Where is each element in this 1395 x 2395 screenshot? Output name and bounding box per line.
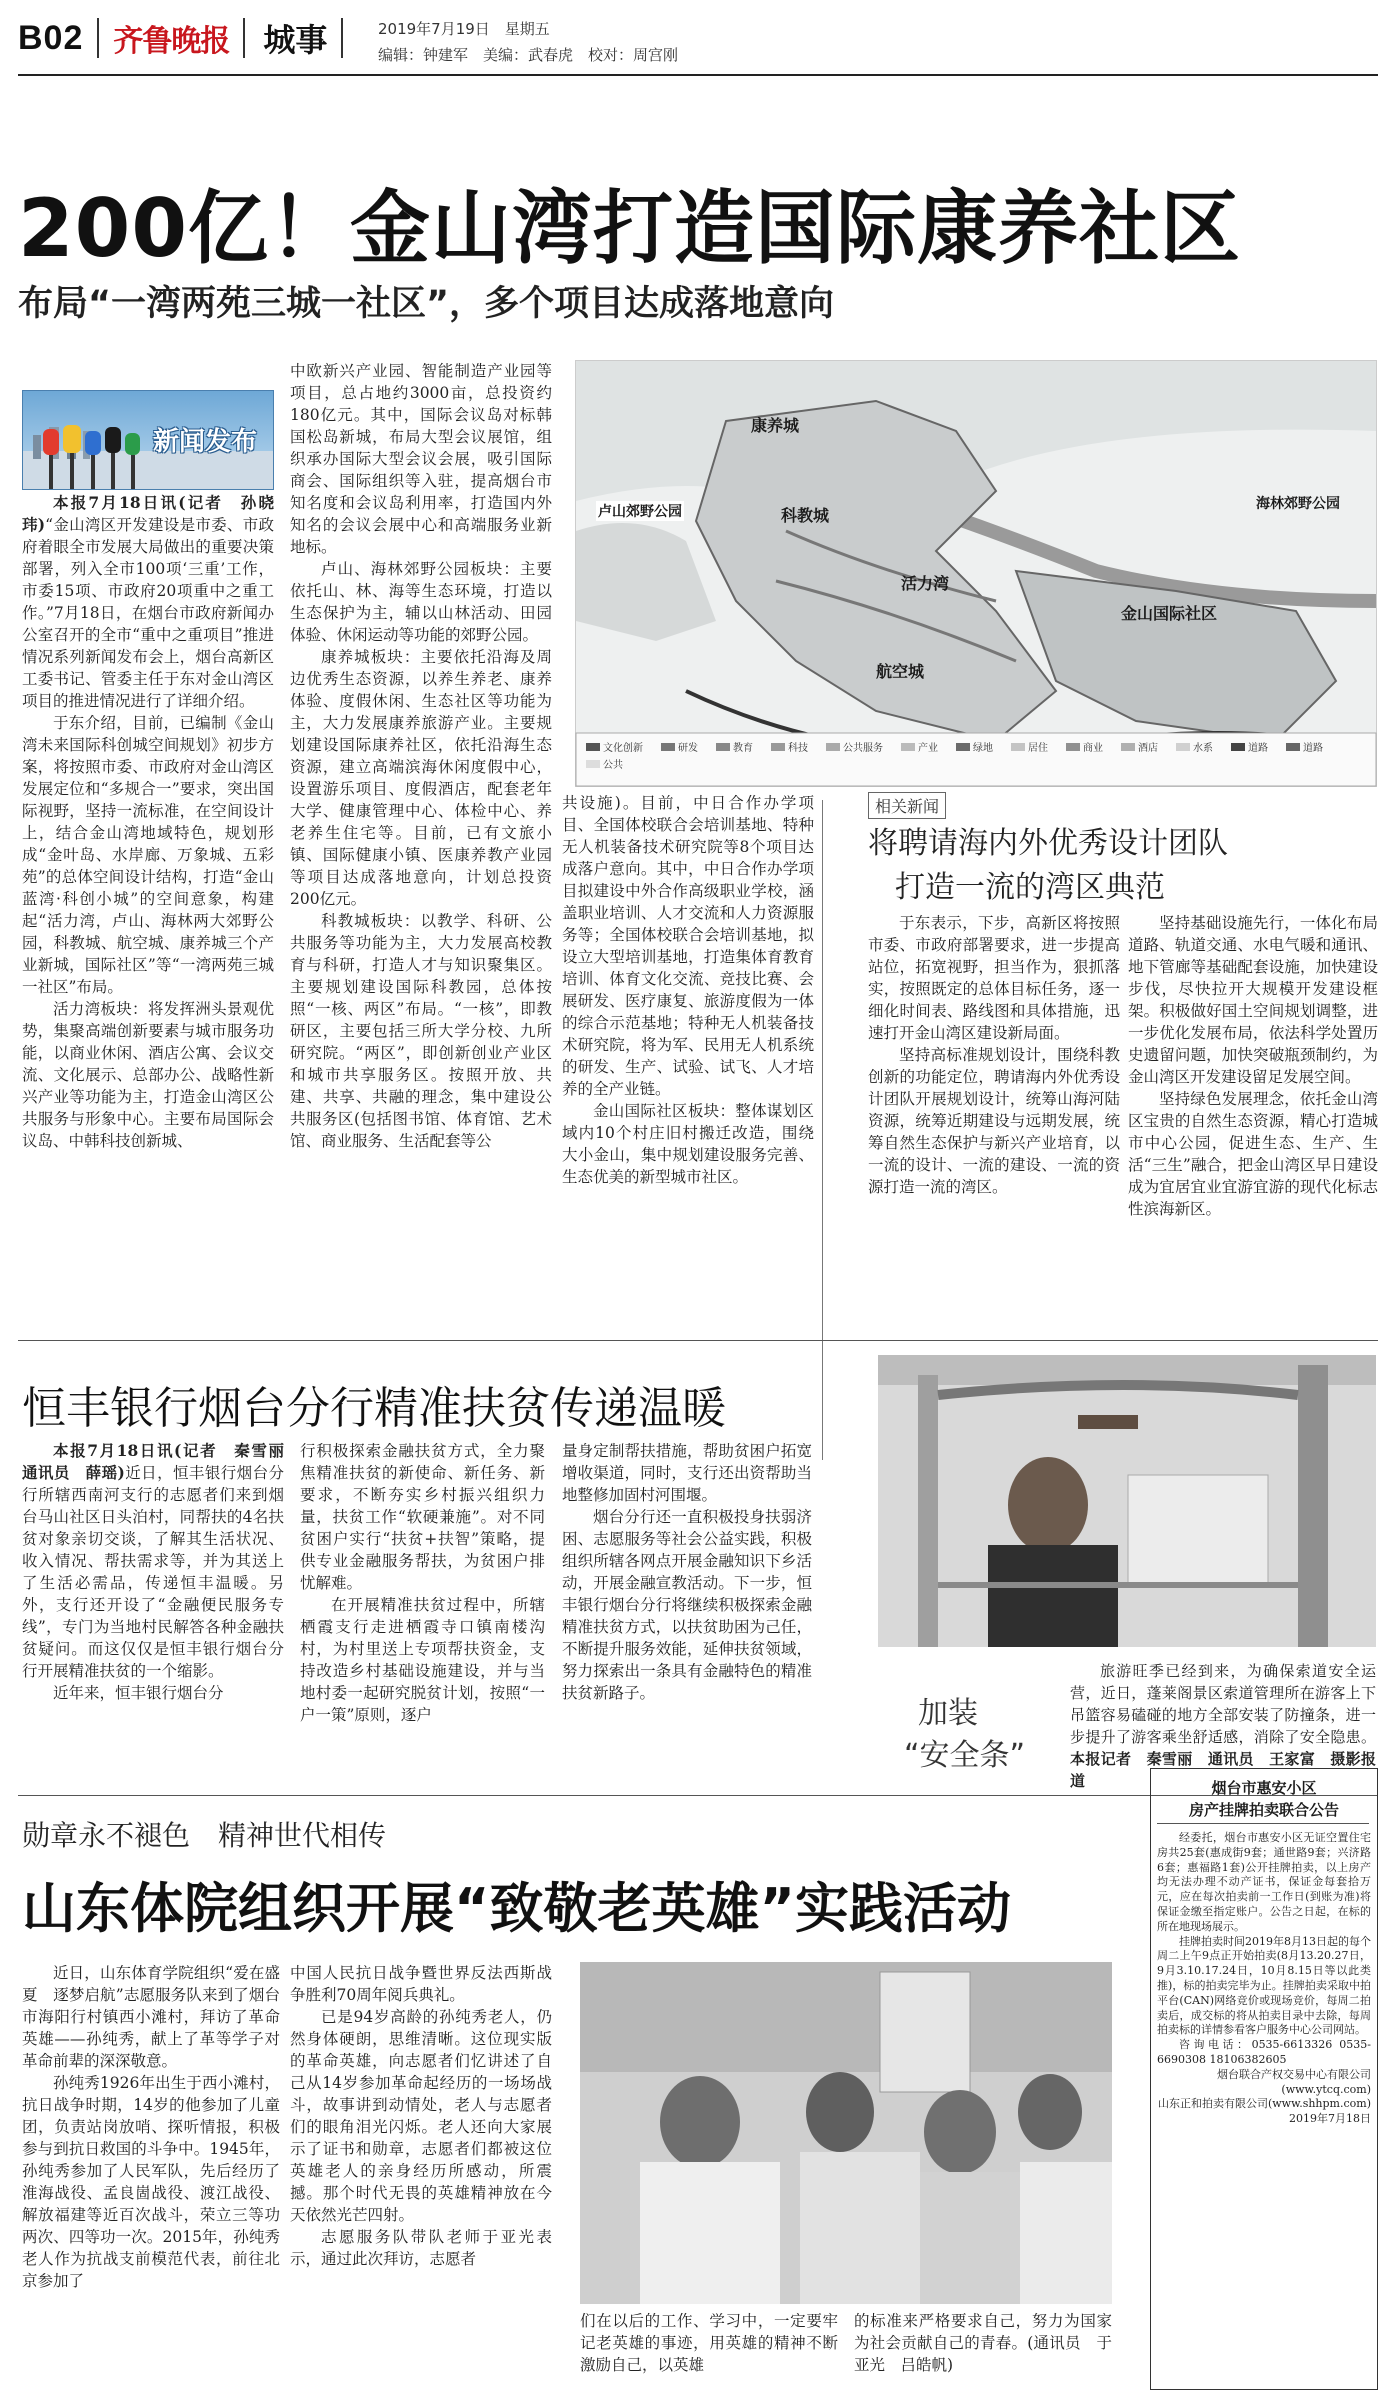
lead-column-3 bbox=[562, 792, 814, 1462]
paragraph: 于东表示，下步，高新区将按照市委、市政府部署要求，进一步提高站位，拓宽视野，担当作为，狠抓落实，按照既定的总体目标任务，逐一细化时间表、路线图和具体措施，迅速打开金山湾区建设新局面。 bbox=[868, 914, 1120, 1042]
lead-column-2 bbox=[290, 360, 552, 1462]
auction-notice-title-line2: 房产挂牌拍卖联合公告 bbox=[1188, 1801, 1339, 1819]
legend-item: 科技 bbox=[771, 739, 808, 754]
paragraph: 本报7月18日讯(记者 孙晓玮)“金山湾区开发建设是市委、市政府着眼全市发展大局做出的重要决策部署，列入全市100项‘三重’工作，市委15项、市政府20项重中之重工作。”7月18日，在烟台市政府新闻办公室召开的全市“重中之重项目”推进情况系列新闻发布会上，烟台高新区工委书记、管委主任于东对金山湾区项目的推进情况进行了详细介绍。 bbox=[22, 493, 274, 710]
lead-headline: 200亿！金山湾打造国际康养社区 bbox=[18, 182, 1241, 275]
paragraph: 共设施)。目前，中日合作办学项目、全国体校联合会培训基地、特种无人机装备技术研究院等8个项目达成落户意向。其中，中日合作办学项目拟建设中外合作高级职业学校，涵盖职业培训、人才交流和人力资源服务等；全国体校联合会培训基地，拟设立大型培训基地，打造集体育教育培训、体育文化交流、竞技比赛、会展研发、医疗康复、旅游度假为一体的综合示范基地；特种无人机装备技术研究院，将为军、民用无人机系统的研发、生产、试验、试飞、人才培养的全产业链。 bbox=[562, 794, 814, 1098]
map-label: 海林郊野公园 bbox=[1256, 496, 1340, 512]
editor-credits: 编辑：钟建军 美编：武春虎 校对：周宫刚 bbox=[378, 46, 679, 64]
paragraph: 挂牌拍卖时间2019年8月13日起的每个周二上午9点正开始拍卖(8月13.20.27日，9月3.10.17.24日，10月8.15日等以此类推)，标的拍卖完毕为止。挂牌拍卖采取中拍平台(CAN)网络竞价或现场竞价，每周二拍卖后，成交标的将从拍卖目录中去除，每周拍卖标的详情参看客户服务中心公司网站。 bbox=[1157, 1934, 1371, 2037]
legend-item: 水系 bbox=[1176, 739, 1213, 754]
legend-item: 研发 bbox=[661, 739, 698, 754]
related-headline-line1: 将聘请海内外优秀设计团队 bbox=[868, 826, 1228, 861]
legend-item: 文化创新 bbox=[586, 739, 643, 754]
cable-car-image bbox=[878, 1355, 1376, 1647]
legend-item: 道路 bbox=[1286, 739, 1323, 754]
paragraph: 坚持基础设施先行，一体化布局道路、轨道交通、水电气暖和通讯、地下管廊等基础配套设施，加快建设步伐，尽快拉开大规模开发建设框架。积极做好国土空间规划调整，进一步优化发展布局，依法科学处置历史遗留问题，加快突破瓶颈制约，为金山湾区开发建设留足发展空间。 bbox=[1128, 914, 1378, 1086]
map-label: 科教城 bbox=[781, 506, 830, 525]
legend-item: 道路 bbox=[1231, 739, 1268, 754]
veteran-visit-photo bbox=[580, 1962, 1112, 2304]
veteran-visit-image bbox=[580, 1962, 1112, 2304]
bank-column-1 bbox=[22, 1440, 300, 1785]
paragraph: 于东介绍，目前，已编制《金山湾未来国际科创城空间规划》初步方案，将按照市委、市政府对金山湾区发展定位和“多规合一”要求，突出国际视野，坚持一流标准，在空间设计上，结合金山湾地域特色，规划形成“金叶岛、水岸廊、万象城、五彩苑”的总体空间设计结构，打造“金山蓝湾·科创小城”的空间意象，构建起“活力湾，卢山、海林两大郊野公园，科教城、航空城、康养城三个产业新城，国际社区”等“一湾两苑三城一社区”布局。 bbox=[22, 714, 274, 996]
legend-item: 绿地 bbox=[956, 739, 993, 754]
map-label: 康养城 bbox=[751, 416, 800, 435]
paragraph: 中国人民抗日战争暨世界反法西斯战争胜利70周年阅兵典礼。 bbox=[290, 1964, 552, 2004]
issue-date: 2019年7月19日 星期五 bbox=[378, 20, 550, 38]
page-header bbox=[18, 8, 343, 68]
bank-headline: 恒丰银行烟台分行精准扶贫传递温暖 bbox=[22, 1383, 726, 1434]
header-divider bbox=[97, 18, 99, 58]
photo-news-title-line1: 加装 bbox=[918, 1696, 978, 1731]
news-release-badge bbox=[22, 390, 274, 490]
planning-map bbox=[575, 360, 1377, 787]
header-divider bbox=[243, 18, 245, 58]
paragraph: 在开展精准扶贫过程中，所辖栖霞支行走进栖霞寺口镇南楼沟村，为村里送上专项帮扶资金，支持改造乡村基础设施建设，并与当地村委一起研究脱贫计划，按照“一户一策”原则，逐户 bbox=[300, 1596, 545, 1724]
paragraph: 本报7月18日讯(记者 秦雪丽 通讯员 薛瑶)近日，恒丰银行烟台分行所辖西南河支行的志愿者们来到烟台马山社区日头泊村，同帮扶的4名扶贫对象亲切交谈，了解其生活状况、收入情况、帮扶需求等，并为其送上了生活必需品，传递恒丰温暖。另外，支行还开设了“金融便民服务专线”，专门为当地村民解答各种金融扶贫疑问。而这仅仅是恒丰银行烟台分行开展精准扶贫的一个缩影。 bbox=[22, 1441, 300, 1680]
paragraph: 近年来，恒丰银行烟台分 bbox=[53, 1684, 224, 1702]
cable-car-photo bbox=[878, 1355, 1376, 1647]
paragraph: 志愿服务队带队老师于亚光表示，通过此次拜访，志愿者 bbox=[290, 2228, 552, 2268]
legend-item: 公共服务 bbox=[826, 739, 883, 754]
veteran-column-1 bbox=[22, 1962, 280, 2387]
paragraph: 烟台分行还一直积极投身扶弱济困、志愿服务等社会公益实践，积极组织所辖各网点开展金融知识下乡活动，开展金融宣教活动。下一步，恒丰银行烟台分行将继续积极探索金融精准扶贫方式，以扶贫助困为己任，不断提升服务效能，延伸扶贫领域，努力探索出一条具有金融特色的精准扶贫新路子。 bbox=[562, 1508, 812, 1702]
auction-notice-title-line1: 烟台市惠安小区 bbox=[1211, 1779, 1317, 1797]
paragraph: 坚持绿色发展理念，依托金山湾区宝贵的自然生态资源，精心打造城市中心公园，促进生态、生产、生活“三生”融合，把金山湾区早日建设成为宜居宜业宜游宜游的现代化标志性滨海新区。 bbox=[1128, 1090, 1378, 1218]
paragraph: 康养城板块：主要依托沿海及周边优秀生态资源，以养生养老、康养体验、度假休闲、生态社区等功能为主，大力发展康养旅游产业。主要规划建设国际康养社区，依托沿海生态资源，建立高端滨海休闲度假中心，设置游乐项目、度假酒店，配套老年大学、健康管理中心、体检中心、养老养生住宅等。目前，已有文旅小镇、国际健康小镇、医康养教产业园等项目达成落地意向，计划总投资200亿元。 bbox=[290, 648, 552, 908]
legend-item: 教育 bbox=[716, 739, 753, 754]
paragraph: 的标准来严格要求自己，努力为国家为社会贡献自己的青春。(通讯员 于亚光 吕皓帆) bbox=[854, 2312, 1112, 2374]
paragraph: 旅游旺季已经到来，为确保索道安全运营，近日，蓬莱阁景区索道管理所在游客上下吊篮容易磕碰的地方全部安装了防撞条，进一步提升了游客乘坐舒适感，消除了安全隐患。本报记者 秦雪丽 通讯员 王家富 摄影报道 bbox=[1070, 1662, 1376, 1790]
legend-item: 酒店 bbox=[1121, 739, 1158, 754]
lead-column-1 bbox=[22, 492, 274, 1462]
photo-news-title-line2: “安全条” bbox=[904, 1738, 1026, 1773]
notice-rule bbox=[1157, 1823, 1369, 1824]
page-number: B02 bbox=[18, 18, 84, 57]
section-rule bbox=[18, 1340, 1378, 1341]
paragraph: 科教城板块：以教学、科研、公共服务等功能为主，大力发展高校教育与科研，打造人才与知识聚集区。主要规划建设国际科教园，总体按照“一核、两区”布局。“一核”，即教研区，主要包括三所大学分校、九所研究院。“两区”，即创新创业产业区和城市共享服务区。按照开放、共建、共享、共融的理念，集中建设公共服务区(包括图书馆、体育馆、艺术馆、商业服务、生活配套等公 bbox=[290, 912, 552, 1150]
legend-item: 公共 bbox=[586, 756, 623, 771]
veteran-column-3 bbox=[580, 2310, 838, 2388]
paragraph: 行积极探索金融扶贫方式，全力聚焦精准扶贫的新使命、新任务、新要求，不断夯实乡村振兴组织力量，扶贫工作“软硬兼施”。对不同贫困户实行“扶贫+扶智”策略，提供专业金融服务帮扶，为贫困户排忧解难。 bbox=[300, 1442, 545, 1592]
paragraph: 活力湾板块：将发挥洲头景观优势，集聚高端创新要素与城市服务功能，以商业休闲、酒店公寓、会议交流、文化展示、总部办公、战略性新兴产业等功能为主，打造金山湾区公共服务与形象中心。主要布局国际会议岛、中韩科技创新城、 bbox=[22, 1000, 274, 1150]
legend-item: 产业 bbox=[901, 739, 938, 754]
veteran-kicker: 勋章永不褪色 精神世代相传 bbox=[22, 1819, 387, 1852]
paragraph: 已是94岁高龄的孙纯秀老人，仍然身体硬朗，思维清晰。这位现实版的革命英雄，向志愿者们忆讲述了自己从14岁参加革命起经历的一场场战斗，故事讲到动情处，老人与志愿者们的眼角泪光闪烁。老人还向大家展示了证书和勋章，志愿者们都被这位英雄老人的亲身经历所感动，所震撼。那个时代无畏的英雄精神放在今天依然光芒四射。 bbox=[290, 2008, 552, 2224]
related-news-tag: 相关新闻 bbox=[868, 792, 946, 819]
paragraph: 量身定制帮扶措施，帮助贫困户拓宽增收渠道，同时，支行还出资帮助当地整修加固村河围堰。 bbox=[562, 1442, 812, 1504]
paragraph: 们在以后的工作、学习中，一定要牢记老英雄的事迹，用英雄的精神不断激励自己，以英雄 bbox=[580, 2312, 838, 2374]
header-rule bbox=[18, 74, 1378, 76]
veteran-column-2 bbox=[290, 1962, 552, 2387]
map-label: 金山国际社区 bbox=[1121, 604, 1218, 623]
map-label: 活力湾 bbox=[901, 574, 950, 593]
header-divider bbox=[341, 18, 343, 58]
paragraph: 坚持高标准规划设计，围绕科教创新的功能定位，聘请海内外优秀设计团队开展规划设计，统筹山海河陆资源，统筹近期建设与远期发展，统筹自然生态保护与新兴产业培育，以一流的设计、一流的建设、一流的资源打造一流的湾区。 bbox=[868, 1046, 1120, 1196]
paragraph: 经委托，烟台市惠安小区无证空置住宅房共25套(惠成街9套；通世路9套；兴济路6套；惠福路1套)公开挂牌拍卖，以上房产均无法办理不动产证书，保证金每套拾万元，应在每次拍卖前一工作日(到账为准)将保证金缴至指定账户。公告之日起，在标的所在地现场展示。 bbox=[1157, 1831, 1371, 1933]
lead-subheadline: 布局“一湾两苑三城一社区”，多个项目达成落地意向 bbox=[18, 284, 835, 324]
newspaper-logo: 齐鲁晚报 bbox=[113, 24, 230, 59]
bank-column-2 bbox=[300, 1440, 545, 1785]
map-label: 卢山郊野公园 bbox=[596, 501, 684, 521]
legend-item: 商业 bbox=[1066, 739, 1103, 754]
section-name: 城事 bbox=[263, 21, 328, 59]
map-label: 航空城 bbox=[876, 662, 925, 681]
paragraph: 卢山、海林郊野公园板块：主要依托山、林、海等生态环境，打造以生态保护为主，辅以山林活动、田园体验、休闲运动等功能的郊野公园。 bbox=[290, 560, 552, 644]
paragraph: 中欧新兴产业园、智能制造产业园等项目，总占地约3000亩，总投资约180亿元。其中，国际会议岛对标韩国松岛新城，布局大型会议展馆，组织承办国际大型会议会展，吸引国际商会、国际组织等入驻，提高烟台市知名度和会议岛利用率，打造国内外知名的会议会展中心和高端服务业新地标。 bbox=[290, 362, 552, 556]
veteran-headline: 山东体院组织开展“致敬老英雄”实践活动 bbox=[22, 1877, 1011, 1940]
auction-notice-box bbox=[1150, 1768, 1378, 2390]
related-headline-line2: 打造一流的湾区典范 bbox=[895, 870, 1165, 905]
bank-column-3 bbox=[562, 1440, 812, 1785]
paragraph: 2019年7月18日 bbox=[1289, 2112, 1371, 2126]
paragraph: 金山国际社区板块：整体谋划区域内10个村庄旧村搬迁改造，围绕大小金山，集中规划建设服务完善、生态优美的新型城市社区。 bbox=[562, 1102, 814, 1186]
veteran-column-4 bbox=[854, 2310, 1112, 2388]
paragraph: 咨询电话：0535-6613326 0535-6690308 18106382605 bbox=[1157, 2038, 1371, 2066]
map-legend bbox=[586, 739, 1366, 771]
paragraph: 山东正和拍卖有限公司(www.shhpm.com) bbox=[1157, 2097, 1371, 2111]
paragraph: 烟台联合产权交易中心有限公司(www.ytcq.com) bbox=[1217, 2067, 1371, 2096]
district-plan-illustration bbox=[576, 361, 1376, 786]
auction-notice-body bbox=[1157, 1831, 1371, 2383]
legend-item: 居住 bbox=[1011, 739, 1048, 754]
paragraph: 近日，山东体育学院组织“爱在盛夏 逐梦启航”志愿服务队来到了烟台市海阳行村镇西小滩村，拜访了革命英雄——孙纯秀，献上了革等学子对革命前辈的深深敬意。 bbox=[22, 1964, 280, 2070]
paragraph: 孙纯秀1926年出生于西小滩村，抗日战争时期，14岁的他参加了儿童团，负责站岗放哨、探听情报，积极参与到抗日救国的斗争中。1945年，孙纯秀参加了人民军队，先后经历了淮海战役、孟良崮战役、渡江战役、解放福建等近百次战斗，荣立三等功两次、四等功一次。2015年，孙纯秀老人作为抗战支前模范代表，前往北京参加了 bbox=[22, 2074, 280, 2290]
column-divider bbox=[822, 800, 823, 1460]
news-release-label: 新闻发布 bbox=[153, 427, 258, 457]
